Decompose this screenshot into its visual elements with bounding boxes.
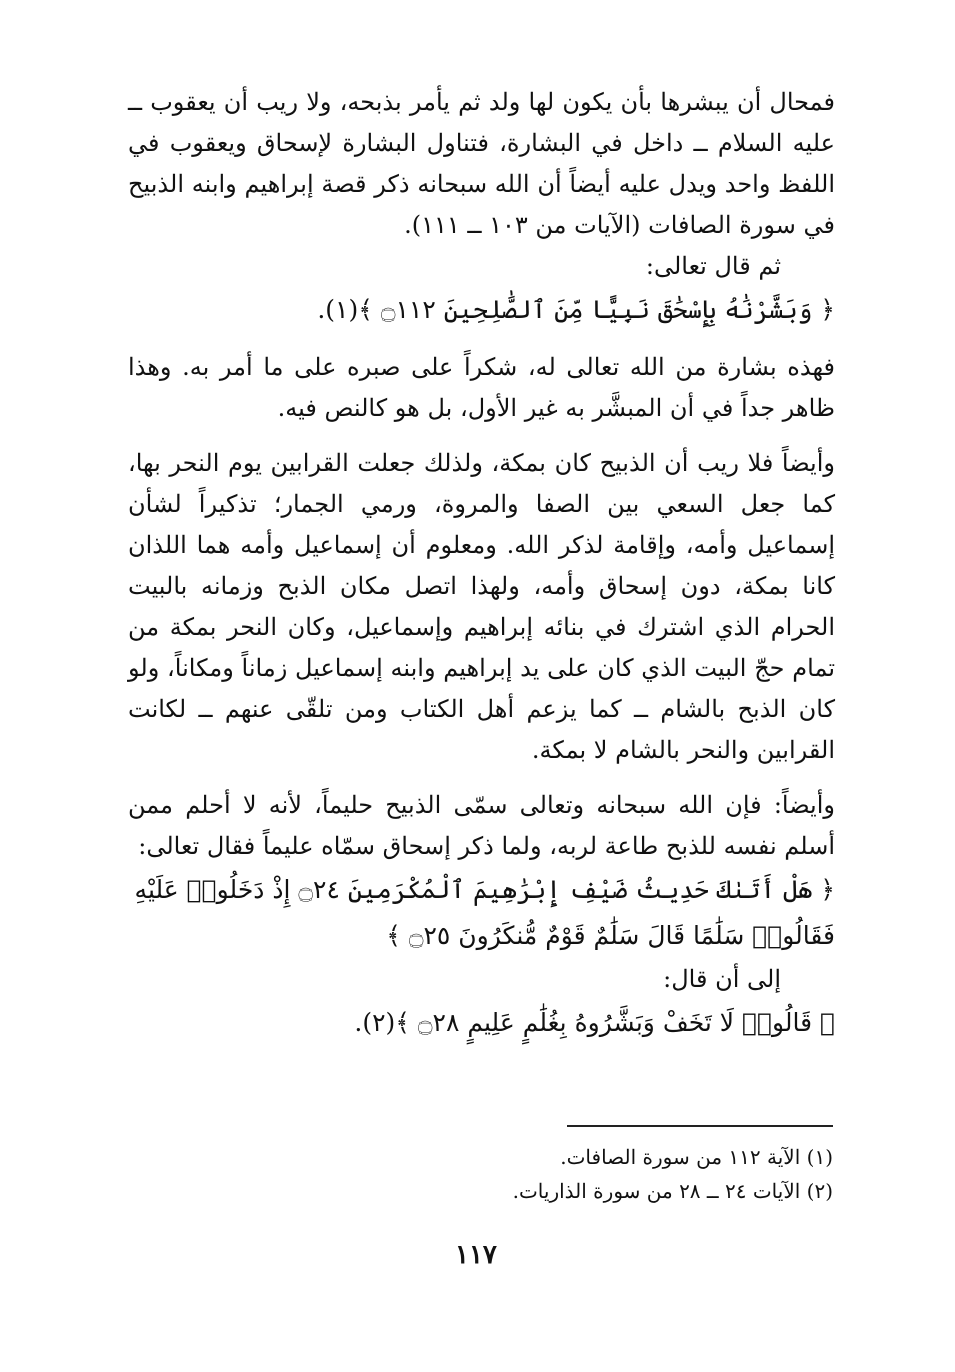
quran-verse-3: ﴿ قَالُوا۟ لَا تَخَفْ وَبَشَّرُوهُ بِغُلَٰمٍ عَلِيمٍ ۝٢٨ ﴾(٢).	[354, 1008, 835, 1037]
footnote-divider	[567, 1125, 833, 1127]
footnote-1: (١) الآية ١١٢ من سورة الصافات.	[560, 1145, 833, 1169]
footnote-2: (٢) الآيات ٢٤ ــ ٢٨ من سورة الذاريات.	[512, 1179, 833, 1203]
quran-verse-2: ﴿ هَلْ أَتَىٰكَ حَدِيثُ ضَيْفِ إِبْرَٰهِيمَ ٱلْمُكْرَمِينَ ۝٢٤ إِذْ دَخَلُوا۟ عَلَيْهِ فَقَالُوا۟ سَلَٰمًا قَالَ سَلَٰمٌ قَوْمٌ مُّنكَرُونَ ۝٢٥ ﴾	[134, 875, 835, 950]
paragraph-3: وأيضاً فلا ريب أن الذبيح كان بمكة، ولذلك جعلت القرابين يوم النحر بها، كما جعل السعي بين الصفا والمروة، ورمي الجمار؛ تذكيراً لشأن إسماعيل وأمه، وإقامة لذكر الله. ومعلوم أن إسماعيل وأمه هما اللذان كانا بمكة، دون إسحاق وأمه، ولهذا اتصل مكان الذبح وزمانه بالبيت الحرام الذي اشترك في بنائه إبراهيم وإسماعيل، وكان النحر بمكة من تمام حجّ البيت الذي كان على يد إبراهيم وابنه إسماعيل زماناً ومكاناً، ولو كان الذبح بالشام ــ كما يزعم أهل الكتاب ومن تلقّى عنهم ــ لكانت القرابين والنحر بالشام لا بمكة.	[128, 449, 835, 764]
page-number: ١١٧	[455, 1240, 497, 1270]
verse-intro-1: ثم قال تعالى:	[645, 252, 781, 280]
paragraph-2: فهذه بشارة من الله تعالى له، شكراً على صبره على ما أمر به. وهذا ظاهر جداً في أن المبشَّر به غير الأول، بل هو كالنص فيه.	[128, 353, 835, 422]
page-body	[128, 82, 835, 1046]
footnotes	[133, 1140, 833, 1208]
quran-verse-1: ﴿ وَبَشَّرْنَٰهُ بِإِسْحَٰقَ نَبِيًّا مِّنَ ٱلصَّٰلِحِينَ ۝١١٢ ﴾(١).	[317, 295, 835, 324]
paragraph-1: فمحال أن يبشرها بأن يكون لها ولد ثم يأمر بذبحه، ولا ريب أن يعقوب ــ عليه السلام ــ داخل في البشارة، فتناول البشارة لإسحاق ويعقوب في اللفظ واحد ويدل عليه أيضاً أن الله سبحانه ذكر قصة إبراهيم وابنه الذبيح في سورة الصافات (الآيات من ١٠٣ ــ ١١١).	[128, 88, 835, 239]
paragraph-4: وأيضاً: فإن الله سبحانه وتعالى سمّى الذبيح حليماً، لأنه لا أحلم ممن أسلم نفسه للذبح طاعة لربه، ولما ذكر إسحاق سمّاه عليماً فقال تعالى:	[128, 791, 835, 860]
verse-intro-2: إلى أن قال:	[663, 965, 781, 993]
